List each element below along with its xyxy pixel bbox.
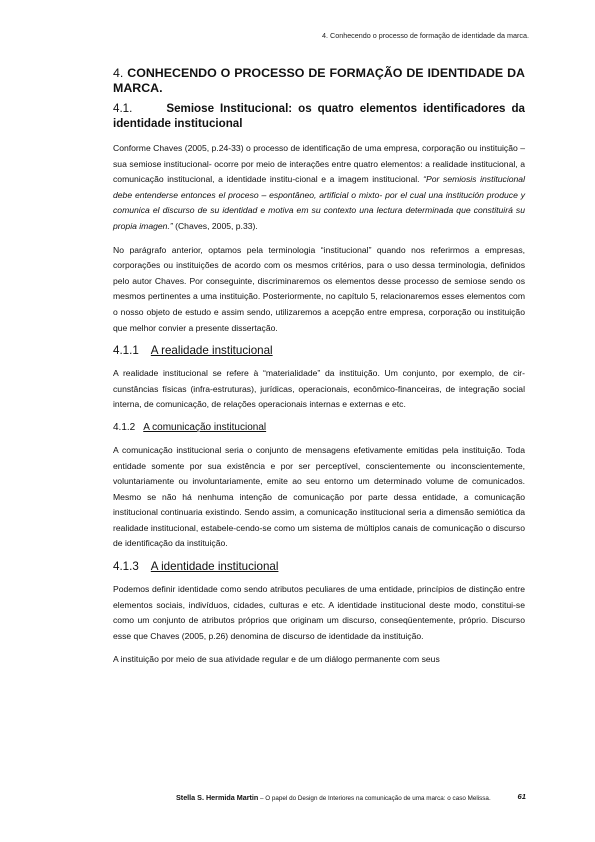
subsection-number-2: 4.1.2 bbox=[113, 421, 136, 433]
chapter-number: 4. bbox=[113, 66, 124, 80]
intro-paragraph-2: No parágrafo anterior, optamos pela terminologia “institucional” quando nos referirmos a empresas, corporações ou instituições de acordo com os mesmos critérios, para o uso dessa terminologia, definidos pelo autor Chaves. Por conseguinte, discriminaremos os elementos desse processo de semiose sendo os mesmos pertinentes a uma instituição. Posteriormente, no capítulo 5, relacionaremos esses elementos com o nosso objeto de estudo e assim sendo, utilizaremos a acepção entre empresa, corporação ou instituição que melhor convier a presente dissertação. bbox=[113, 244, 525, 333]
intro-citation: (Chaves, 2005, p.33). bbox=[172, 220, 258, 231]
section-title: Semiose Institucional: os quatro elementos identificadores da identidade institucional bbox=[113, 102, 525, 130]
subsection-paragraph-3: Podemos definir identidade como sendo atributos peculiares de uma entidade, princípios de distinção entre elementos sociais, indivíduos, cidades, culturas e etc. A identidade institucional deste modo, constitui-se como um conjunto de atributos próprios que originam um discurso, conseqüentemente, próprio. Discurso esse que Chaves (2005, p.26) denomina de discurso de identidade da instituição. bbox=[113, 584, 525, 641]
subsection-number-1: 4.1.1 bbox=[113, 344, 139, 358]
page-number: 61 bbox=[517, 792, 526, 801]
section-heading bbox=[113, 101, 525, 131]
subsection-paragraph-2: A comunicação institucional seria o conjunto de mensagens efetivamente emitidas pela instituição. Toda entidade somente por sua existência e por ser perceptível, conscientemente ou inconscientemente, voluntariamente ou involuntariamente, emite ao seu entorno um determinado volume de comunicados. Mesmo se não há nenhuma intenção de comunicação por parte dessa entidade, a comunicação institucional continuaria existindo. Sendo assim, a comunicação institucional seria a dimensão semiótica da realidade institucional, estabele-cendo-se como um sistema de múltiplos canais de comunicação o discurso de identificação da instituição. bbox=[113, 444, 525, 549]
subsection-title-1: A realidade institucional bbox=[150, 344, 273, 358]
page-content bbox=[113, 66, 525, 676]
page-footer bbox=[176, 793, 526, 802]
subsection-heading-1 bbox=[113, 344, 525, 358]
subsection-title-3: A identidade institucional bbox=[150, 560, 279, 574]
footer-title: – O papel do Design de Interiores na comunicação de uma marca: o caso Melissa. bbox=[258, 795, 491, 802]
section-number: 4.1. bbox=[113, 102, 133, 115]
intro-quote: “Por semiosis institucional debe entenderse entonces el proceso – espontâneo, artificial o mixto- por el cual una institución produce y comunica el discurso de su identidad e motiva em su contexto una lectura determinada que constituirá su propia imagen.” bbox=[113, 174, 525, 231]
running-header: 4. Conhecendo o processo de formação de identidade da marca. bbox=[322, 31, 529, 40]
chapter-heading bbox=[113, 66, 525, 96]
chapter-title: CONHECENDO O PROCESSO DE FORMAÇÃO DE IDENTIDADE DA MARCA. bbox=[113, 66, 525, 95]
footer-author: Stella S. Hermida Martin bbox=[176, 793, 259, 802]
subsection-number-3: 4.1.3 bbox=[113, 560, 139, 574]
subsection-heading-2 bbox=[113, 421, 525, 435]
subsection-heading-3 bbox=[113, 560, 525, 574]
intro-paragraph-1 bbox=[113, 141, 525, 235]
subsection-paragraph-1: A realidade institucional se refere à “materialidade” da instituição. Um conjunto, por exemplo, de cir-cunstâncias físicas (infra-estruturas), jurídicas, operacionais, econômico-financeiras, de integração social interna, de comunicação, de relações operacionais internas e externas e etc. bbox=[113, 368, 525, 410]
subsection-title-2: A comunicação institucional bbox=[143, 421, 267, 433]
subsection-paragraph-3b: A instituição por meio de sua atividade regular e de um diálogo permanente com seus bbox=[113, 654, 440, 665]
intro-text: Conforme Chaves (2005, p.24-33) o processo de identificação de uma empresa, corporação ou instituição – sua semiose institucional- ocorre por meio de interações entre quatro elementos: a realidade institucional, a comunicação institucional, a identidade institu-cional e a imagem institucional. bbox=[113, 143, 525, 185]
